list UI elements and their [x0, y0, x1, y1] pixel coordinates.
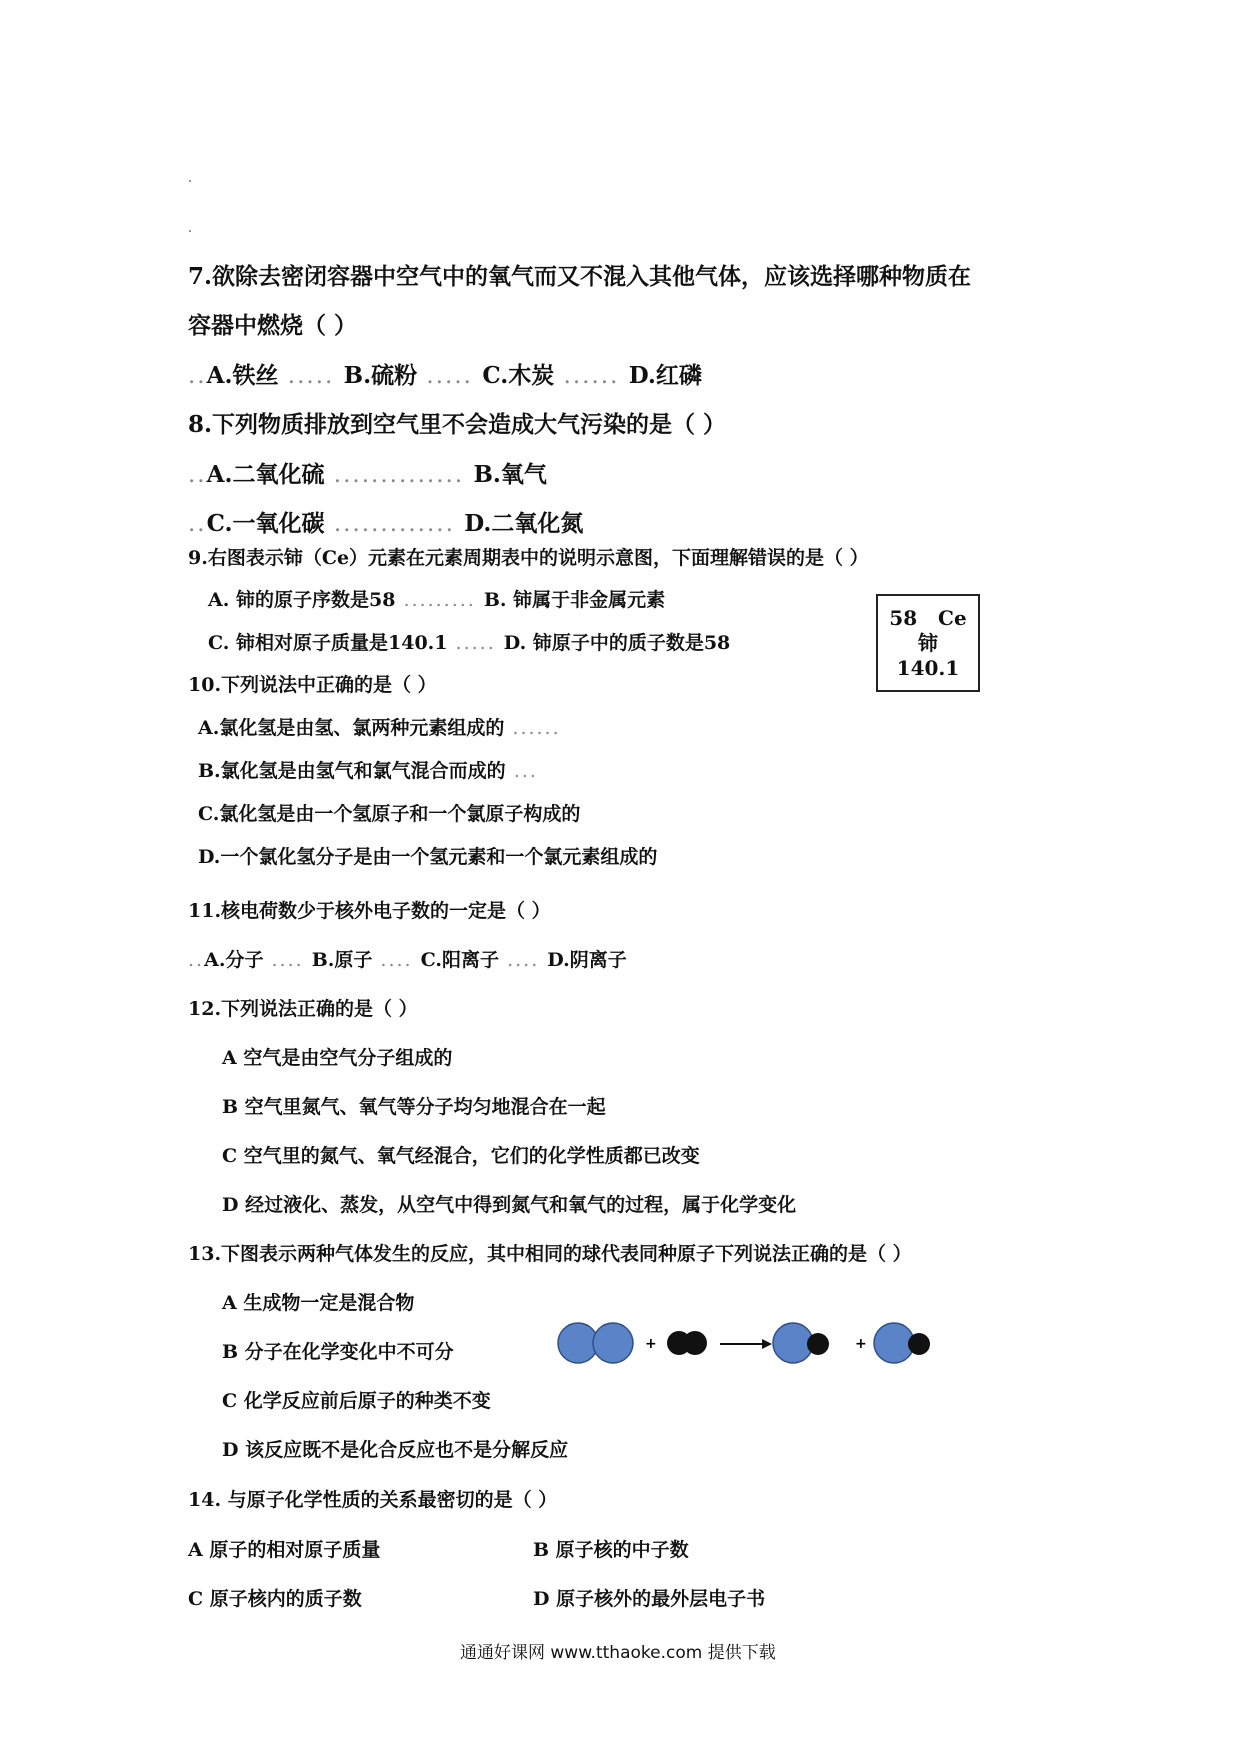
product-molecule-2 — [874, 1323, 930, 1363]
product-molecule-1 — [773, 1323, 829, 1363]
q12-option-d: D 经过液化、蒸发，从空气中得到氮气和氧气的过程，属于化学变化 — [222, 1194, 797, 1216]
q11-option-b: B.原子 — [311, 949, 373, 971]
q7-option-b: B.硫粉 — [343, 362, 418, 389]
q8-option-a: A.二氧化硫 — [206, 461, 325, 488]
element-card-top — [878, 606, 978, 631]
q12-option-b: B 空气里氮气、氧气等分子均匀地混合在一起 — [222, 1096, 606, 1118]
page-footer: 通通好课网 www.tthaoke.com 提供下载 — [460, 1643, 776, 1663]
q8-option-b: B.氧气 — [473, 461, 547, 488]
q14-stem: 14. 与原子化学性质的关系最密切的是（ ） — [188, 1489, 558, 1511]
reaction-diagram — [550, 1310, 970, 1390]
q10-stem: 10.下列说法中正确的是（ ） — [188, 674, 437, 696]
q12-stem: 12.下列说法正确的是（ ） — [188, 998, 418, 1020]
blue-atom — [593, 1323, 633, 1363]
q10-option-b: B.氯化氢是由氢气和氯气混合而成的 ... — [198, 760, 538, 782]
q11-option-d: D.阴离子 — [547, 949, 627, 971]
element-mass: 140.1 — [896, 656, 960, 680]
q13-option-a: A 生成物一定是混合物 — [222, 1292, 415, 1314]
q13-option-d: D 该反应既不是化合反应也不是分解反应 — [222, 1439, 569, 1461]
q11-stem: 11.核电荷数少于核外电子数的一定是（ ） — [188, 900, 551, 922]
q14-option-c: C 原子核内的质子数 — [188, 1588, 362, 1610]
q7-option-a: A.铁丝 — [206, 362, 279, 389]
q8-option-d: D.二氧化氮 — [464, 510, 584, 537]
q12-option-a: A 空气是由空气分子组成的 — [222, 1047, 453, 1069]
q8-options-row1: ..A.二氧化硫 .............. B.氧气 — [188, 461, 547, 488]
q13-option-b: B 分子在化学变化中不可分 — [222, 1341, 454, 1363]
q7-option-c: C.木炭 — [482, 362, 555, 389]
q9-options-row2: C. 铈相对原子质量是140.1 ..... D. 铈原子中的质子数是58 — [208, 632, 731, 654]
q12-option-c: C 空气里的氮气、氧气经混合，它们的化学性质都已改变 — [222, 1145, 700, 1167]
black-atom — [683, 1331, 707, 1355]
element-name: 铈 — [918, 631, 938, 655]
q7-options: ..A.铁丝 ..... B.硫粉 ..... C.木炭 ...... D.红磷 — [188, 362, 702, 389]
black-atom — [908, 1333, 930, 1355]
q13-stem: 13.下图表示两种气体发生的反应，其中相同的球代表同种原子下列说法正确的是（ ） — [188, 1243, 912, 1265]
q7-stem-line2: 容器中燃烧（ ） — [188, 312, 358, 339]
plus-sign: + — [645, 1336, 657, 1352]
q9-option-c: C. 铈相对原子质量是140.1 — [208, 632, 448, 654]
blue-atom — [558, 1323, 598, 1363]
element-card — [876, 594, 980, 692]
q9-options-row1: A. 铈的原子序数是58 ......... B. 铈属于非金属元素 — [208, 589, 666, 611]
q10-option-c: C.氯化氢是由一个氢原子和一个氯原子构成的 — [198, 803, 581, 825]
q14-option-a: A 原子的相对原子质量 — [188, 1539, 381, 1561]
q7-option-d: D.红磷 — [628, 362, 702, 389]
q8-stem: 8.下列物质排放到空气里不会造成大气污染的是（ ） — [188, 411, 727, 438]
q11-options: ..A.分子 .... B.原子 .... C.阳离子 .... D.阴离子 — [188, 949, 627, 971]
q14-option-b: B 原子核的中子数 — [533, 1539, 689, 1561]
scan-speck — [189, 180, 191, 182]
q10-option-d: D.一个氯化氢分子是由一个氢元素和一个氯元素组成的 — [198, 846, 658, 868]
q13-option-c: C 化学反应前后原子的种类不变 — [222, 1390, 491, 1412]
q10-option-a: A.氯化氢是由氢、氯两种元素组成的 ...... — [198, 717, 561, 739]
reactant-molecule-black — [667, 1331, 707, 1355]
reactant-molecule-blue — [558, 1323, 633, 1363]
q8-option-c: C.一氧化碳 — [206, 510, 325, 537]
blue-atom — [773, 1323, 813, 1363]
q11-option-c: C.阳离子 — [420, 949, 500, 971]
element-number: 58 — [889, 606, 918, 630]
blue-atom — [874, 1323, 914, 1363]
q9-option-a: A. 铈的原子序数是58 — [208, 589, 396, 611]
q11-option-a: A.分子 — [204, 949, 264, 971]
q8-options-row2: ..C.一氧化碳 ............. D.二氧化氮 — [188, 510, 584, 537]
q7-stem-line1: 7.欲除去密闭容器中空气中的氧气而又不混入其他气体，应该选择哪种物质在 — [188, 263, 972, 290]
reaction-arrow — [720, 1339, 772, 1349]
q9-option-b: B. 铈属于非金属元素 — [483, 589, 666, 611]
element-symbol: Ce — [938, 606, 967, 630]
q9-option-d: D. 铈原子中的质子数是58 — [503, 632, 731, 654]
black-atom — [807, 1333, 829, 1355]
scan-speck — [189, 230, 191, 232]
q14-option-d: D 原子核外的最外层电子书 — [533, 1588, 766, 1610]
q9-stem: 9.右图表示铈（Ce）元素在元素周期表中的说明示意图，下面理解错误的是（ ） — [188, 547, 869, 569]
plus-sign: + — [855, 1336, 867, 1352]
